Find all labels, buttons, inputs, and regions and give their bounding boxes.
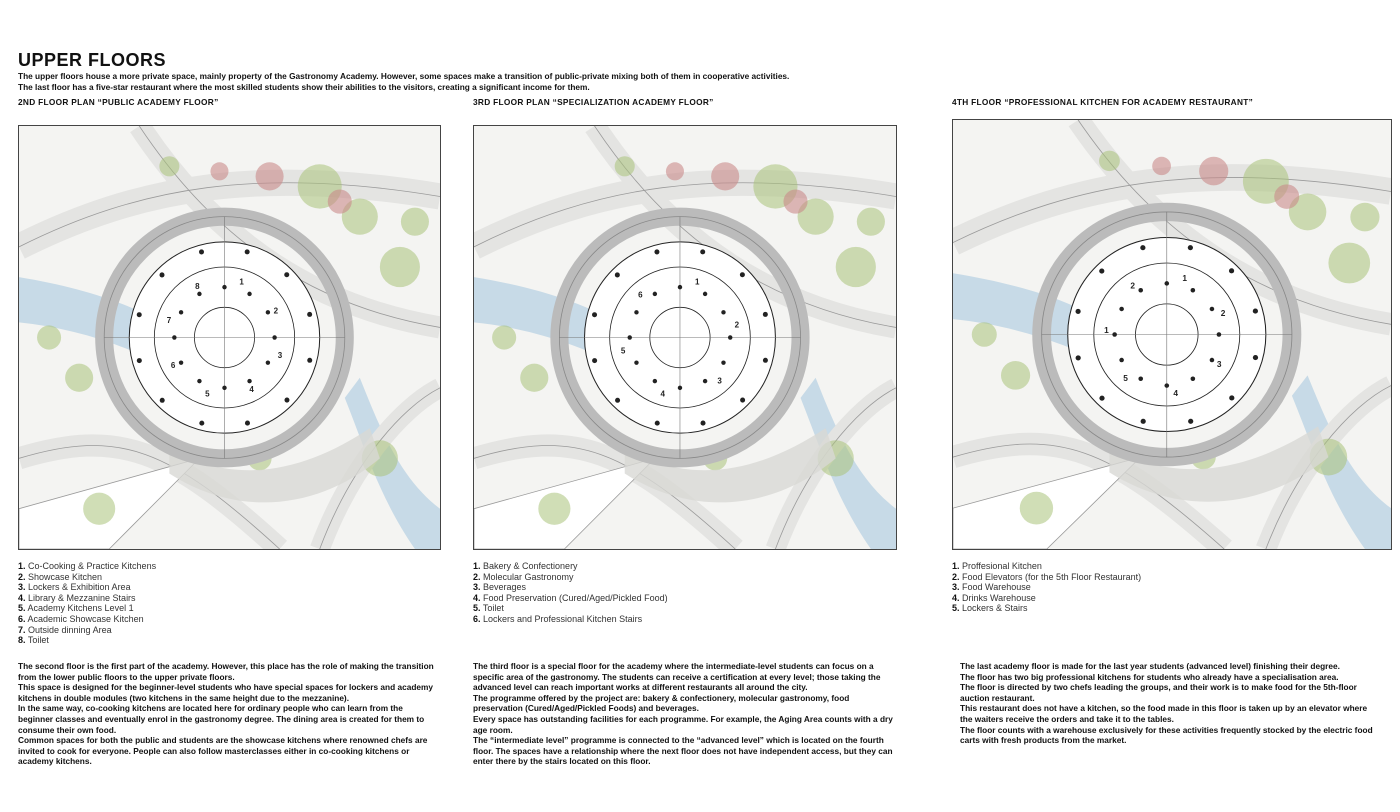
column	[655, 421, 660, 426]
description-paragraph: This space is designed for the beginner-level students who have special spaces for lockers and academy kitchens in double modules (two kitchens in the same height due to the mezzanine).	[18, 682, 433, 703]
flower-bed	[256, 162, 284, 190]
room-label: 4	[1173, 389, 1179, 399]
legend-number: 7.	[18, 624, 26, 635]
column	[763, 312, 768, 317]
column	[159, 272, 164, 277]
floor-4-description	[960, 661, 1380, 746]
legend-item	[952, 582, 1141, 593]
flower-bed	[1274, 184, 1299, 209]
legend-number: 2.	[952, 571, 960, 582]
legend-number: 3.	[952, 582, 960, 593]
tree-cluster	[37, 325, 61, 349]
floor-4-plan	[952, 119, 1392, 550]
legend-item	[473, 593, 668, 604]
legend-label: Lockers and Professional Kitchen Stairs	[480, 613, 643, 624]
column	[199, 421, 204, 426]
intro-line: The upper floors house a more private space, mainly property of the Gastronomy Academy. However, some spaces make a transition of public-private mixing both of them in cooperative activities.	[18, 71, 790, 81]
tree-cluster	[1099, 151, 1120, 171]
legend-number: 5.	[952, 603, 960, 614]
column	[199, 249, 204, 254]
description-paragraph: In the same way, co-cooking kitchens are located here for ordinary people who can learn from the beginner classes and eventually enrol in the gastronomy degree. The dining area is created for them to consume their own food.	[18, 703, 425, 735]
tree-cluster	[538, 493, 570, 525]
column	[247, 379, 251, 383]
column	[284, 272, 289, 277]
room-label: 5	[1123, 374, 1128, 383]
legend-number: 2.	[18, 571, 26, 582]
column	[222, 386, 226, 390]
legend-item	[952, 593, 1141, 604]
column	[172, 335, 176, 339]
legend-label: Lockers & Stairs	[959, 603, 1028, 614]
room-label: 8	[195, 281, 200, 291]
column	[653, 379, 657, 383]
room-label: 5	[205, 389, 210, 399]
column	[222, 285, 226, 289]
description-paragraph: Common spaces for both the public and students are the showcase kitchens where renowned chefs are invited to cook for everyone. People can also follow masterclasses either in co-cooking kitchens or academy kitchens.	[18, 735, 428, 767]
column	[740, 398, 745, 403]
legend-number: 1.	[18, 561, 26, 571]
floor-3-legend	[473, 561, 668, 625]
room-label: 3	[717, 376, 722, 386]
room-label: 6	[638, 290, 643, 300]
flower-bed	[1152, 157, 1171, 175]
floor-2-legend	[18, 561, 156, 646]
room-label: 6	[170, 360, 176, 370]
column	[1164, 383, 1169, 387]
floor-3-description	[473, 661, 898, 767]
floor-3-plan	[473, 125, 897, 550]
legend-label: Showcase Kitchen	[25, 571, 103, 582]
flower-bed	[210, 162, 228, 180]
legend-item	[952, 572, 1141, 583]
room-label: 1	[239, 277, 244, 287]
tree-cluster	[65, 364, 93, 392]
description-paragraph: The floor counts with a warehouse exclusively for these activities frequently stocked by the electric food carts with fresh products from the market.	[960, 724, 1373, 746]
floor-4-title: 4TH FLOOR “PROFESSIONAL KITCHEN FOR ACADEMY RESTAURANT”	[952, 97, 1254, 107]
column	[653, 292, 657, 296]
legend-number: 3.	[473, 582, 481, 593]
legend-item	[18, 593, 156, 604]
room-label: 1	[694, 277, 700, 287]
column	[1140, 245, 1145, 250]
tree-cluster	[401, 208, 429, 236]
column	[592, 358, 597, 363]
description-paragraph: This restaurant does not have a kitchen, so the food made in this floor is taken up by an elevator where the waiters receive the orders and take it to the tables.	[960, 703, 1368, 724]
column	[1112, 332, 1117, 336]
flower-bed	[1199, 157, 1228, 186]
intro-text	[18, 71, 918, 92]
tree-cluster	[1328, 243, 1370, 284]
description-paragraph: The programme offered by the project are: bakery & confectionery, molecular gastronomy, food preservation (Cured/Aged/Pickled Foods) and beverages.	[473, 692, 850, 714]
legend-number: 4.	[18, 592, 26, 603]
legend-label: Lockers & Exhibition Area	[25, 582, 131, 593]
tree-cluster	[972, 322, 997, 347]
legend-label: Molecular Gastronomy	[480, 571, 574, 582]
column	[1164, 281, 1169, 285]
column	[740, 272, 745, 277]
column	[615, 398, 620, 403]
description-paragraph: The floor is directed by two chefs leading the groups, and their work is to make food for the 5th-floor auction restaurant.	[960, 682, 1357, 703]
column	[703, 379, 707, 383]
legend-item	[18, 635, 156, 646]
legend-item	[473, 561, 668, 572]
column	[628, 335, 632, 339]
column	[197, 379, 201, 383]
legend-label: Outside dinning Area	[25, 624, 112, 635]
column	[266, 310, 270, 314]
floor-2-plan	[18, 125, 441, 550]
room-label: 2	[734, 320, 740, 330]
legend-label: Proffesional Kitchen	[959, 561, 1042, 571]
floor-2-description	[18, 661, 438, 767]
legend-item	[473, 603, 668, 614]
column	[701, 421, 706, 426]
column	[137, 312, 142, 317]
tree-cluster	[1020, 492, 1053, 525]
column	[703, 292, 707, 296]
column	[1138, 376, 1143, 380]
column	[1229, 395, 1234, 400]
column	[272, 335, 276, 339]
column	[1138, 288, 1143, 292]
room-label: 2	[1220, 309, 1226, 318]
flower-bed	[783, 189, 807, 213]
column	[1210, 307, 1215, 311]
column	[1229, 268, 1234, 273]
column	[1141, 419, 1146, 424]
floor-2-title: 2ND FLOOR PLAN “PUBLIC ACADEMY FLOOR”	[18, 97, 219, 107]
legend-item	[18, 625, 156, 636]
column	[137, 358, 142, 363]
legend-label: Co-Cooking & Practice Kitchens	[25, 561, 157, 571]
room-label: 3	[1216, 360, 1222, 370]
legend-label: Library & Mezzanine Stairs	[25, 592, 136, 603]
legend-number: 3.	[18, 582, 26, 593]
column	[700, 249, 705, 254]
column	[728, 335, 732, 339]
column	[1099, 396, 1104, 401]
room-label: 2	[1130, 281, 1136, 291]
column	[678, 386, 682, 390]
room-label: 2	[273, 306, 279, 316]
legend-label: Toilet	[25, 635, 49, 646]
column	[763, 358, 768, 363]
description-paragraph: The floor has two big professional kitchens for students who already have a specialisation area.	[960, 671, 1339, 682]
column	[1191, 288, 1196, 292]
legend-item	[18, 572, 156, 583]
legend-label: Food Warehouse	[959, 582, 1031, 593]
legend-item	[473, 614, 668, 625]
tree-cluster	[1001, 361, 1030, 390]
legend-number: 5.	[18, 603, 26, 614]
column	[245, 421, 250, 426]
legend-label: Academic Showcase Kitchen	[25, 613, 144, 624]
legend-label: Food Elevators (for the 5th Floor Restaurant)	[959, 571, 1142, 582]
column	[592, 312, 597, 317]
column	[266, 360, 270, 364]
column	[1099, 269, 1104, 274]
legend-number: 5.	[473, 603, 481, 614]
column	[1075, 309, 1080, 314]
room-label: 4	[249, 385, 254, 395]
description-paragraph: The last academy floor is made for the last year students (advanced level) finishing their degree.	[960, 661, 1340, 671]
legend-label: Bakery & Confectionery	[480, 561, 578, 571]
legend-item	[18, 582, 156, 593]
legend-number: 1.	[473, 561, 481, 571]
legend-number: 8.	[18, 635, 26, 646]
column	[307, 358, 312, 363]
legend-item	[952, 561, 1141, 572]
tree-cluster	[857, 208, 885, 236]
column	[307, 312, 312, 317]
column	[654, 249, 659, 254]
column	[284, 398, 289, 403]
legend-item	[18, 561, 156, 572]
column	[634, 310, 638, 314]
column	[179, 310, 183, 314]
legend-number: 4.	[473, 592, 481, 603]
column	[245, 249, 250, 254]
tree-cluster	[836, 247, 876, 287]
legend-number: 2.	[473, 571, 481, 582]
column	[1076, 355, 1081, 360]
room-label: 1	[1104, 326, 1109, 336]
tree-cluster	[159, 156, 179, 176]
legend-label: Beverages	[480, 582, 527, 593]
column	[1188, 245, 1193, 250]
room-label: 3	[277, 350, 283, 360]
room-label: 7	[166, 316, 172, 326]
column	[721, 360, 725, 364]
column	[1253, 355, 1258, 360]
legend-label: Toilet	[480, 603, 504, 614]
flower-bed	[328, 189, 352, 213]
legend-item	[473, 572, 668, 583]
tree-cluster	[492, 325, 516, 349]
room-label: 1	[1182, 274, 1187, 283]
column	[1210, 358, 1215, 362]
floor-2-plan-drawing	[19, 126, 440, 549]
legend-number: 6.	[18, 613, 26, 624]
column	[197, 292, 201, 296]
intro-line: The last floor has a five-star restaurant where the most skilled students show their abilities to the visitors, creating a significant income for them.	[18, 81, 590, 92]
legend-item	[18, 603, 156, 614]
column	[247, 292, 251, 296]
column	[1191, 376, 1196, 380]
room-label: 4	[660, 389, 665, 399]
legend-label: Academy Kitchens Level 1	[25, 603, 134, 614]
description-paragraph: The “intermediate level” programme is connected to the “advanced level” which is located on the fourth floor. The spaces have a relationship where the next floor does not have independent access, but they can enter there by the stairs located on this floor.	[473, 735, 893, 767]
column	[634, 360, 638, 364]
legend-item	[952, 603, 1141, 614]
description-paragraph: Every space has outstanding facilities for each programme. For example, the Aging Area counts with a dry age room.	[473, 713, 893, 735]
flower-bed	[666, 162, 684, 180]
legend-label: Food Preservation (Cured/Aged/Pickled Food)	[480, 592, 668, 603]
column	[1119, 358, 1124, 362]
room-label: 5	[620, 346, 626, 356]
column	[1253, 309, 1258, 314]
floor-3-title: 3RD FLOOR PLAN “SPECIALIZATION ACADEMY FLOOR”	[473, 97, 714, 107]
column	[1188, 419, 1193, 424]
floor-4-plan-drawing	[953, 120, 1391, 549]
page-title: UPPER FLOORS	[18, 50, 167, 70]
column	[678, 285, 682, 289]
tree-cluster	[1350, 203, 1379, 232]
legend-number: 1.	[952, 561, 960, 571]
legend-number: 4.	[952, 592, 960, 603]
legend-number: 6.	[473, 613, 481, 624]
legend-label: Drinks Warehouse	[959, 592, 1036, 603]
column	[721, 310, 725, 314]
tree-cluster	[380, 247, 420, 287]
column	[1119, 307, 1124, 311]
floor-4-legend	[952, 561, 1141, 614]
description-paragraph: The second floor is the first part of the academy. However, this place has the role of making the transition from the lower public floors to the upper private floors.	[18, 661, 434, 682]
legend-item	[18, 614, 156, 625]
column	[160, 398, 165, 403]
column	[615, 272, 620, 277]
tree-cluster	[83, 493, 115, 525]
column	[179, 360, 183, 364]
legend-item	[473, 582, 668, 593]
tree-cluster	[520, 364, 548, 392]
flower-bed	[711, 162, 739, 190]
floor-3-plan-drawing	[474, 126, 896, 549]
description-paragraph: The third floor is a special floor for the academy where the intermediate-level students can focus on a specific area of the gastronomy. The students can receive a certification at every level; those taking the advanced level can reach important works at different restaurants all around the city.	[473, 661, 881, 693]
tree-cluster	[615, 156, 635, 176]
column	[1217, 332, 1222, 336]
